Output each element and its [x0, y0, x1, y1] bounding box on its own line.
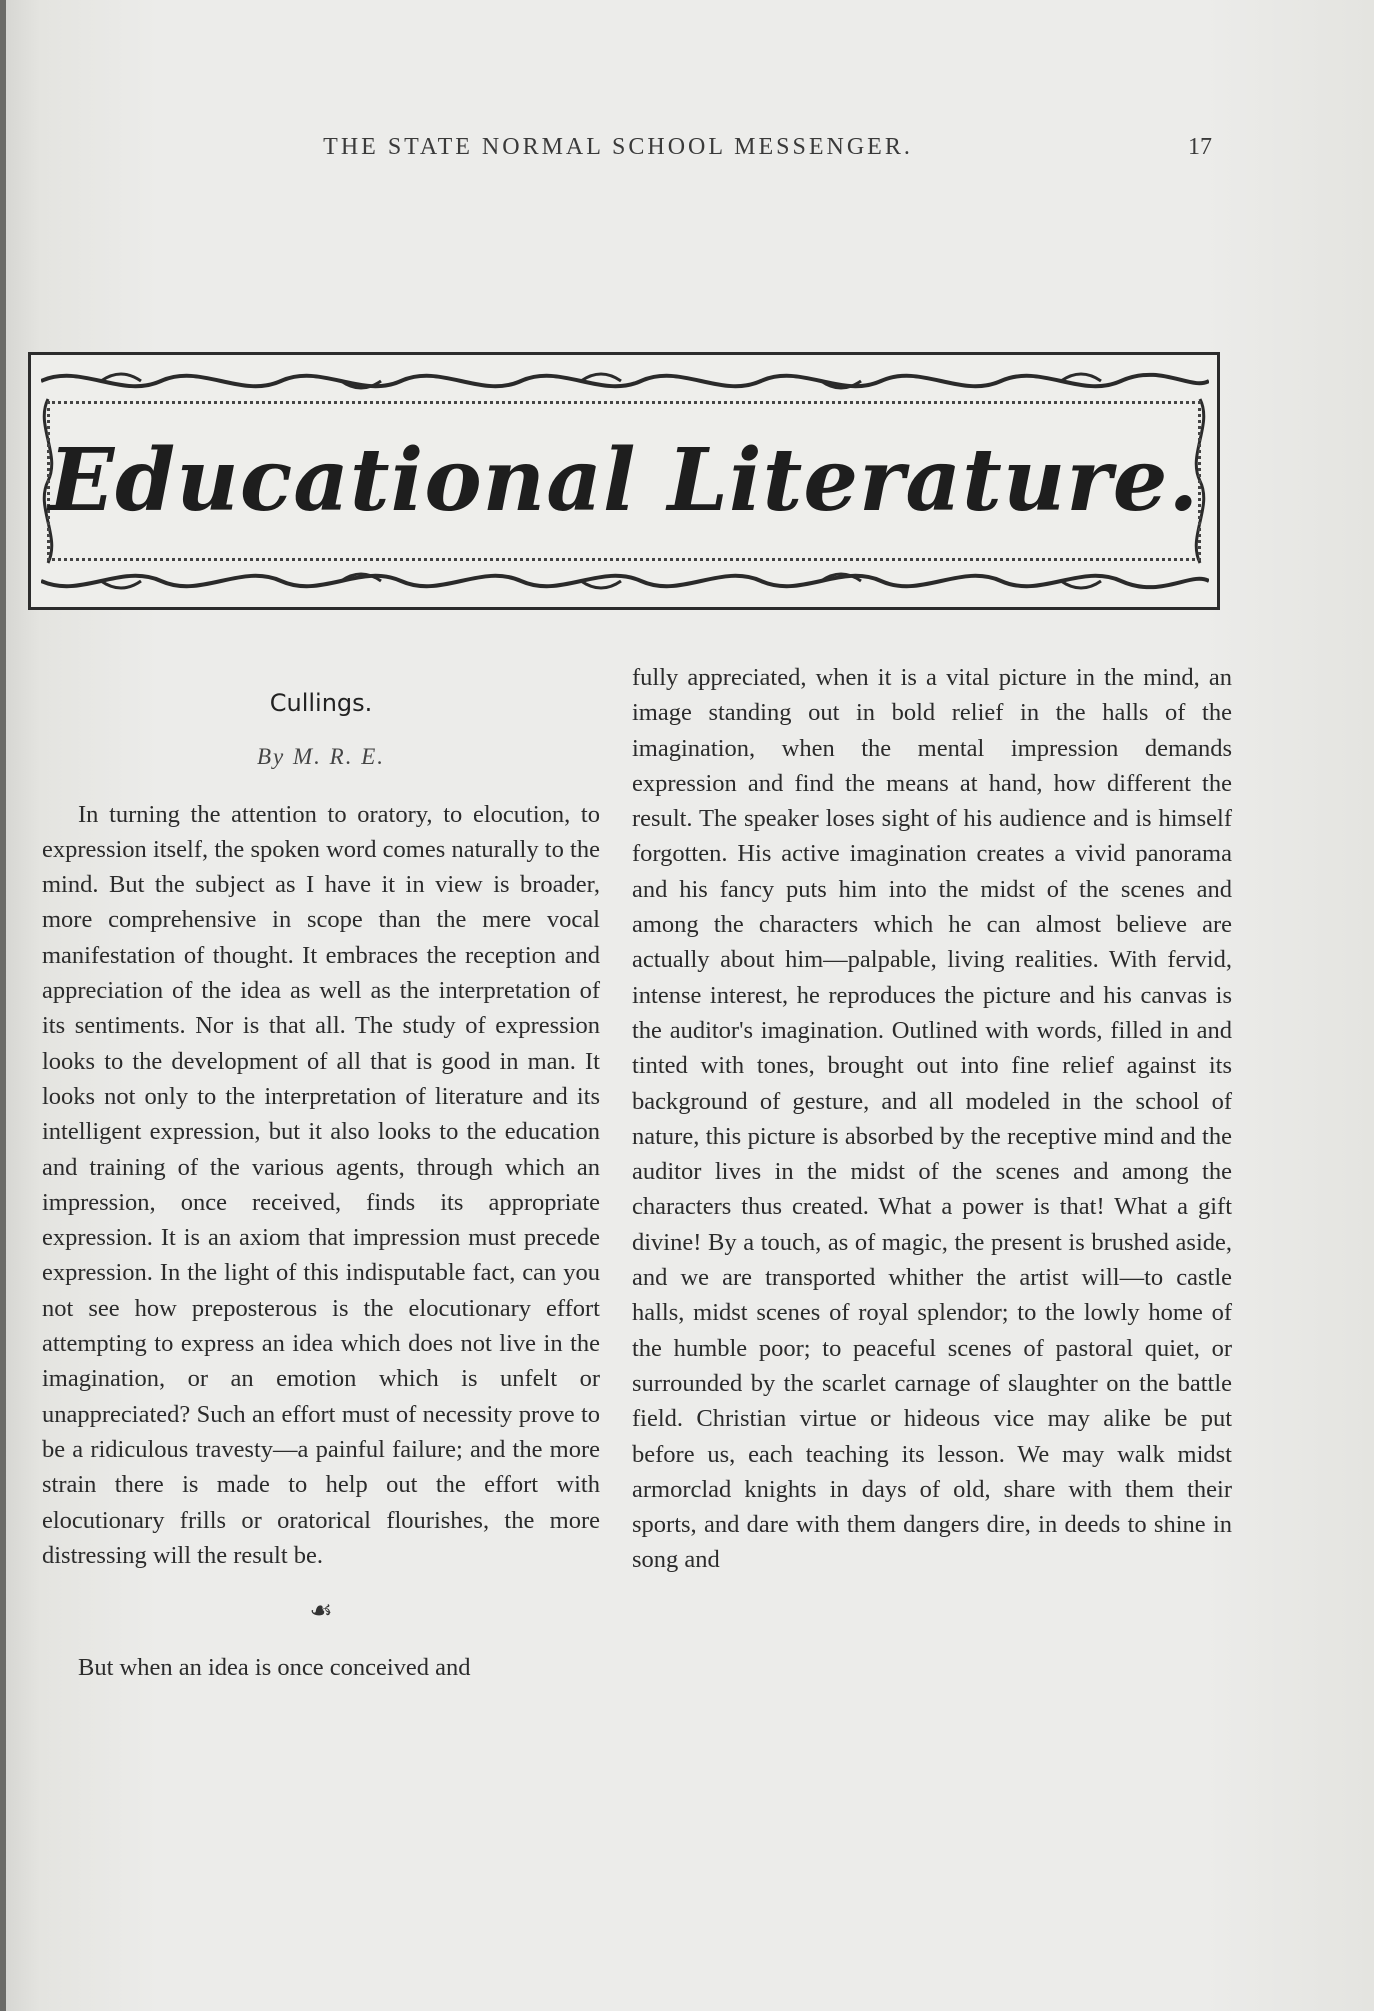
- article-paragraph: But when an idea is once conceived and: [78, 1654, 471, 1682]
- article-byline: By M. R. E.: [256, 744, 385, 770]
- right-column: [632, 660, 1232, 1578]
- article-paragraph-continued: fully appreciated, when it is a vital picture in the mind, an image standing out in bold relief in the halls of the imagination, when the mental impression demands expression and find the means at hand, how different the result. The speaker loses sight of his audience and is himself forgotten. His active imagination creates a vivid panorama and his fancy puts him into the midst of the scenes and among the characters which he can almost believe are actually about him—palpable, living realities. With fervid, intense interest, he reproduces the picture and his canvas is the auditor's imagination. Outlined with words, filled in and tinted with tones, brought out into fine relief against its background of gesture, and all modeled in the school of nature, this picture is absorbed by the receptive mind and the auditor lives in the midst of the scenes and among the characters thus created. What a power is that! What a gift divine! By a touch, as of magic, the present is brushed aside, and we are transported whither the artist will—to castle halls, midst scenes of royal splendor; to the lowly home of the humble poor; to peaceful scenes of pastoral quiet, or surrounded by the scarlet carnage of slaughter on the battle field. Christian virtue or hideous vice may alike be put before us, each teaching its lesson. We may walk midst armorclad knights in days of old, share with them their sports, and dare with them dangers dire, in deeds to shine in song and: [632, 664, 1232, 1574]
- article-paragraph: In turning the attention to oratory, to elocution, to expression itself, the spoken word comes naturally to the mind. But the subject as I have it in view is broader, more comprehensive in scope than the mere vocal manifestation of thought. It embraces the reception and appreciation of the idea as well as the interpretation of its sentiments. Nor is that all. The study of expression looks to the development of all that is good in man. It looks not only to the interpretation of literature and its intelligent expression, but it also looks to the education and training of the various agents, through which an impression, once received, finds its appropriate expression. It is an axiom that impression must precede expression. In the light of this indisputable fact, can you not see how preposterous is the elocutionary effort attempting to express an idea which does not live in the imagination, or an emotion which is unfelt or unappreciated? Such an effort must of necessity prove to be a ridiculous travesty—a painful failure; and the more strain there is made to help out the effort with elocutionary frills or oratorical flourishes, the more distressing will the result be.: [42, 800, 600, 1569]
- section-title: Educational Literature.: [48, 429, 1200, 531]
- left-column: [42, 660, 600, 1686]
- section-banner: [28, 352, 1220, 610]
- page-number: 17: [1188, 134, 1212, 160]
- fleuron-ornament: ☙: [309, 1596, 333, 1626]
- scrollwork-top-ornament: [41, 361, 1209, 401]
- running-head: THE STATE NORMAL SCHOOL MESSENGER.: [323, 134, 913, 160]
- book-spine-edge: [0, 0, 6, 2011]
- scrollwork-bottom-ornament: [41, 561, 1209, 601]
- article-title: Cullings.: [269, 689, 373, 717]
